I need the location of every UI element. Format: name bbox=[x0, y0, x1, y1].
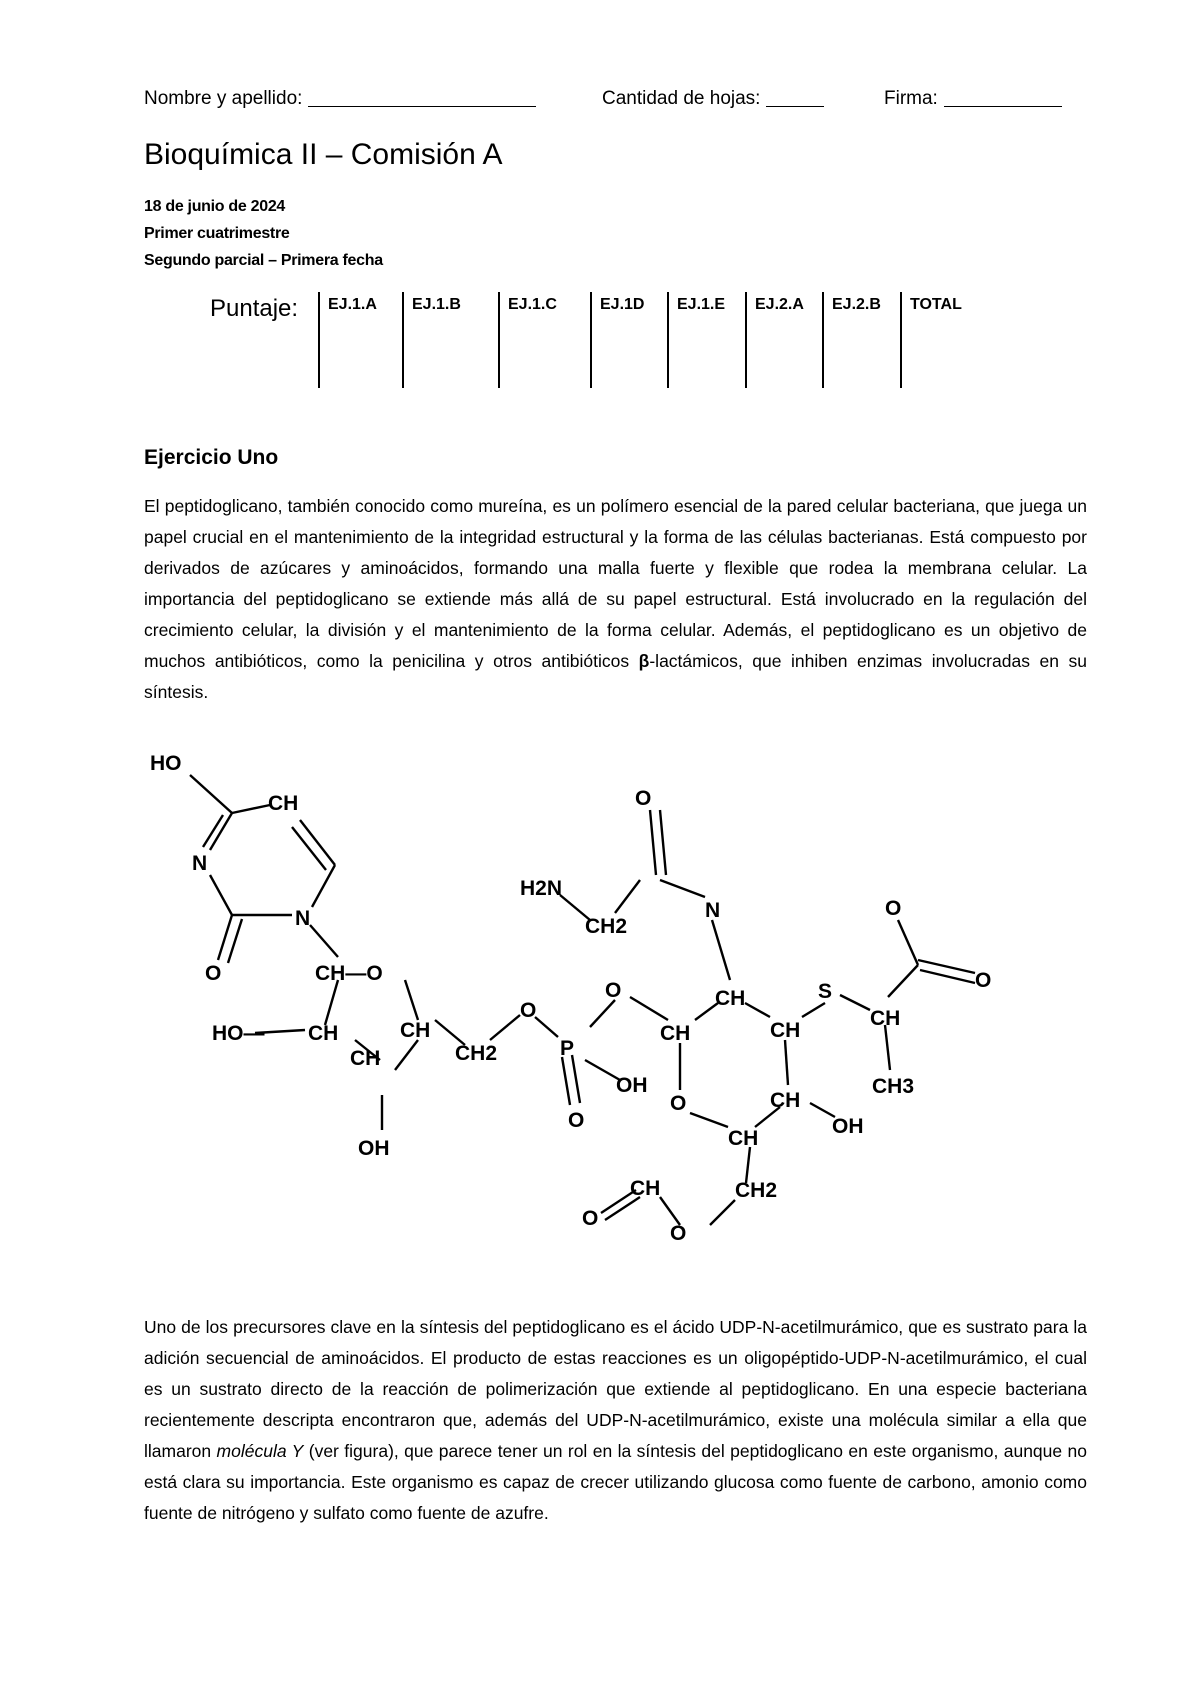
score-header: EJ.1.A bbox=[328, 296, 377, 313]
atom-label: O bbox=[520, 999, 537, 1022]
atom-label: O bbox=[670, 1092, 687, 1115]
atom-label: OH bbox=[358, 1137, 390, 1160]
score-header: EJ.1.C bbox=[508, 296, 557, 313]
score-cell-ej1b[interactable] bbox=[402, 292, 461, 388]
atom-label: OH bbox=[616, 1074, 648, 1097]
atom-label: N bbox=[295, 907, 311, 930]
atom-label: CH bbox=[630, 1177, 661, 1200]
atom-label: HO bbox=[150, 752, 182, 775]
atom-label: H2N bbox=[520, 877, 563, 900]
beta-symbol: β bbox=[638, 651, 650, 671]
molecule-y-diagram bbox=[150, 735, 1080, 1245]
exam-date: 18 de junio de 2024 bbox=[144, 198, 286, 215]
atom-label: P bbox=[560, 1037, 575, 1060]
atom-label: N bbox=[705, 899, 721, 922]
score-cell-ej1d[interactable] bbox=[590, 292, 645, 388]
paragraph-intro bbox=[144, 491, 1087, 708]
score-header: EJ.2.A bbox=[755, 296, 804, 313]
name-blank[interactable] bbox=[308, 88, 536, 107]
score-header: EJ.1.B bbox=[412, 296, 461, 313]
atom-label: O bbox=[205, 962, 222, 985]
molecule-bonds bbox=[190, 775, 975, 1225]
sheets-blank[interactable] bbox=[766, 88, 824, 107]
atom-label: O bbox=[975, 969, 992, 992]
score-header: EJ.1.E bbox=[677, 296, 726, 313]
score-cell-ej1c[interactable] bbox=[498, 292, 557, 388]
score-header: EJ.1D bbox=[600, 296, 645, 313]
molecule-y-name: molécula Y bbox=[216, 1441, 304, 1461]
atom-label: OH bbox=[832, 1115, 864, 1138]
atom-label: N bbox=[192, 852, 208, 875]
signature-field[interactable] bbox=[884, 88, 938, 110]
atom-label: CH—O bbox=[315, 962, 383, 985]
score-label: Puntaje: bbox=[210, 295, 299, 322]
atom-label: O bbox=[568, 1109, 585, 1132]
atom-label: CH bbox=[308, 1022, 339, 1045]
page-title: Bioquímica II – Comisión A bbox=[144, 138, 503, 171]
atom-label: S bbox=[818, 980, 833, 1003]
name-label: Nombre y apellido: bbox=[144, 88, 303, 109]
name-field[interactable] bbox=[144, 88, 302, 110]
atom-label: CH3 bbox=[872, 1075, 915, 1098]
signature-blank[interactable] bbox=[944, 88, 1062, 107]
signature-label: Firma: bbox=[884, 88, 938, 109]
atom-label: HO— bbox=[212, 1022, 265, 1045]
atom-label: O bbox=[670, 1222, 687, 1245]
paragraph-precursor bbox=[144, 1312, 1087, 1529]
paragraph-text: Uno de los precursores clave en la síntesis del peptidoglicano es el ácido UDP-N-acetilmurámico, que es sustrato para la adición secuencial de aminoácidos. El producto de estas reacciones es un oligopéptido-UDP-N-acetilmurámico, el cual es un sustrato directo de la reacción de polimerización que extiende al peptidoglicano. En una especie bacteriana recientemente descripta encontraron que, además del UDP-N-acetilmurámico, existe una molécula similar a ella que llamaron bbox=[144, 1317, 1087, 1461]
atom-label: CH2 bbox=[585, 915, 628, 938]
score-cell-ej1e[interactable] bbox=[667, 292, 726, 388]
atom-label: CH bbox=[728, 1127, 759, 1150]
score-header: EJ.2.B bbox=[832, 296, 881, 313]
paragraph-text: -lactámicos, que inhiben enzimas involucradas en su síntesis. bbox=[144, 651, 1088, 702]
section-title: Ejercicio Uno bbox=[144, 446, 279, 469]
score-header: TOTAL bbox=[910, 296, 962, 313]
score-table bbox=[210, 292, 970, 388]
atom-label: O bbox=[635, 787, 652, 810]
sheets-label: Cantidad de hojas: bbox=[602, 88, 761, 109]
atom-label: CH bbox=[660, 1022, 691, 1045]
atom-label: CH2 bbox=[735, 1179, 778, 1202]
atom-label: CH bbox=[268, 792, 299, 815]
atom-label: O bbox=[605, 979, 622, 1002]
paragraph-text: (ver figura), que parece tener un rol en la síntesis del peptidoglicano en este organismo, aunque no está clara su importancia. Este organismo es capaz de crecer utilizando glucosa como fuente de carbono, amonio como fuente de nitrógeno y sulfato como fuente de azufre. bbox=[144, 1441, 1088, 1523]
exam-name: Segundo parcial – Primera fecha bbox=[144, 252, 383, 269]
atom-label: CH bbox=[870, 1007, 901, 1030]
atom-label: CH bbox=[770, 1019, 801, 1042]
molecule-atom-labels bbox=[150, 752, 991, 1245]
atom-label: O bbox=[885, 897, 902, 920]
atom-label: CH bbox=[400, 1019, 431, 1042]
exam-term: Primer cuatrimestre bbox=[144, 225, 290, 242]
atom-label: O bbox=[582, 1207, 599, 1230]
score-cell-ej2b[interactable] bbox=[822, 292, 881, 388]
atom-label: CH bbox=[715, 987, 746, 1010]
score-cell-ej1a[interactable] bbox=[318, 292, 377, 388]
atom-label: CH bbox=[350, 1047, 381, 1070]
score-cell-ej2a[interactable] bbox=[745, 292, 804, 388]
paragraph-text: El peptidoglicano, también conocido como mureína, es un polímero esencial de la pared celular bacteriana, que juega un papel crucial en el mantenimiento de la integridad estructural y la forma de las células bacterianas. Está compuesto por derivados de azúcares y aminoácidos, formando una malla fuerte y flexible que rodea la membrana celular. La importancia del peptidoglicano se extiende más allá de su papel estructural. Está involucrado en la regulación del crecimiento celular, la división y el mantenimiento de la forma celular. Además, el peptidoglicano es un objetivo de muchos antibióticos, como la penicilina y otros antibióticos bbox=[144, 496, 1087, 671]
atom-label: CH bbox=[770, 1089, 801, 1112]
atom-label: CH2 bbox=[455, 1042, 498, 1065]
score-cell-total[interactable] bbox=[900, 292, 962, 388]
sheets-field[interactable] bbox=[602, 88, 760, 110]
